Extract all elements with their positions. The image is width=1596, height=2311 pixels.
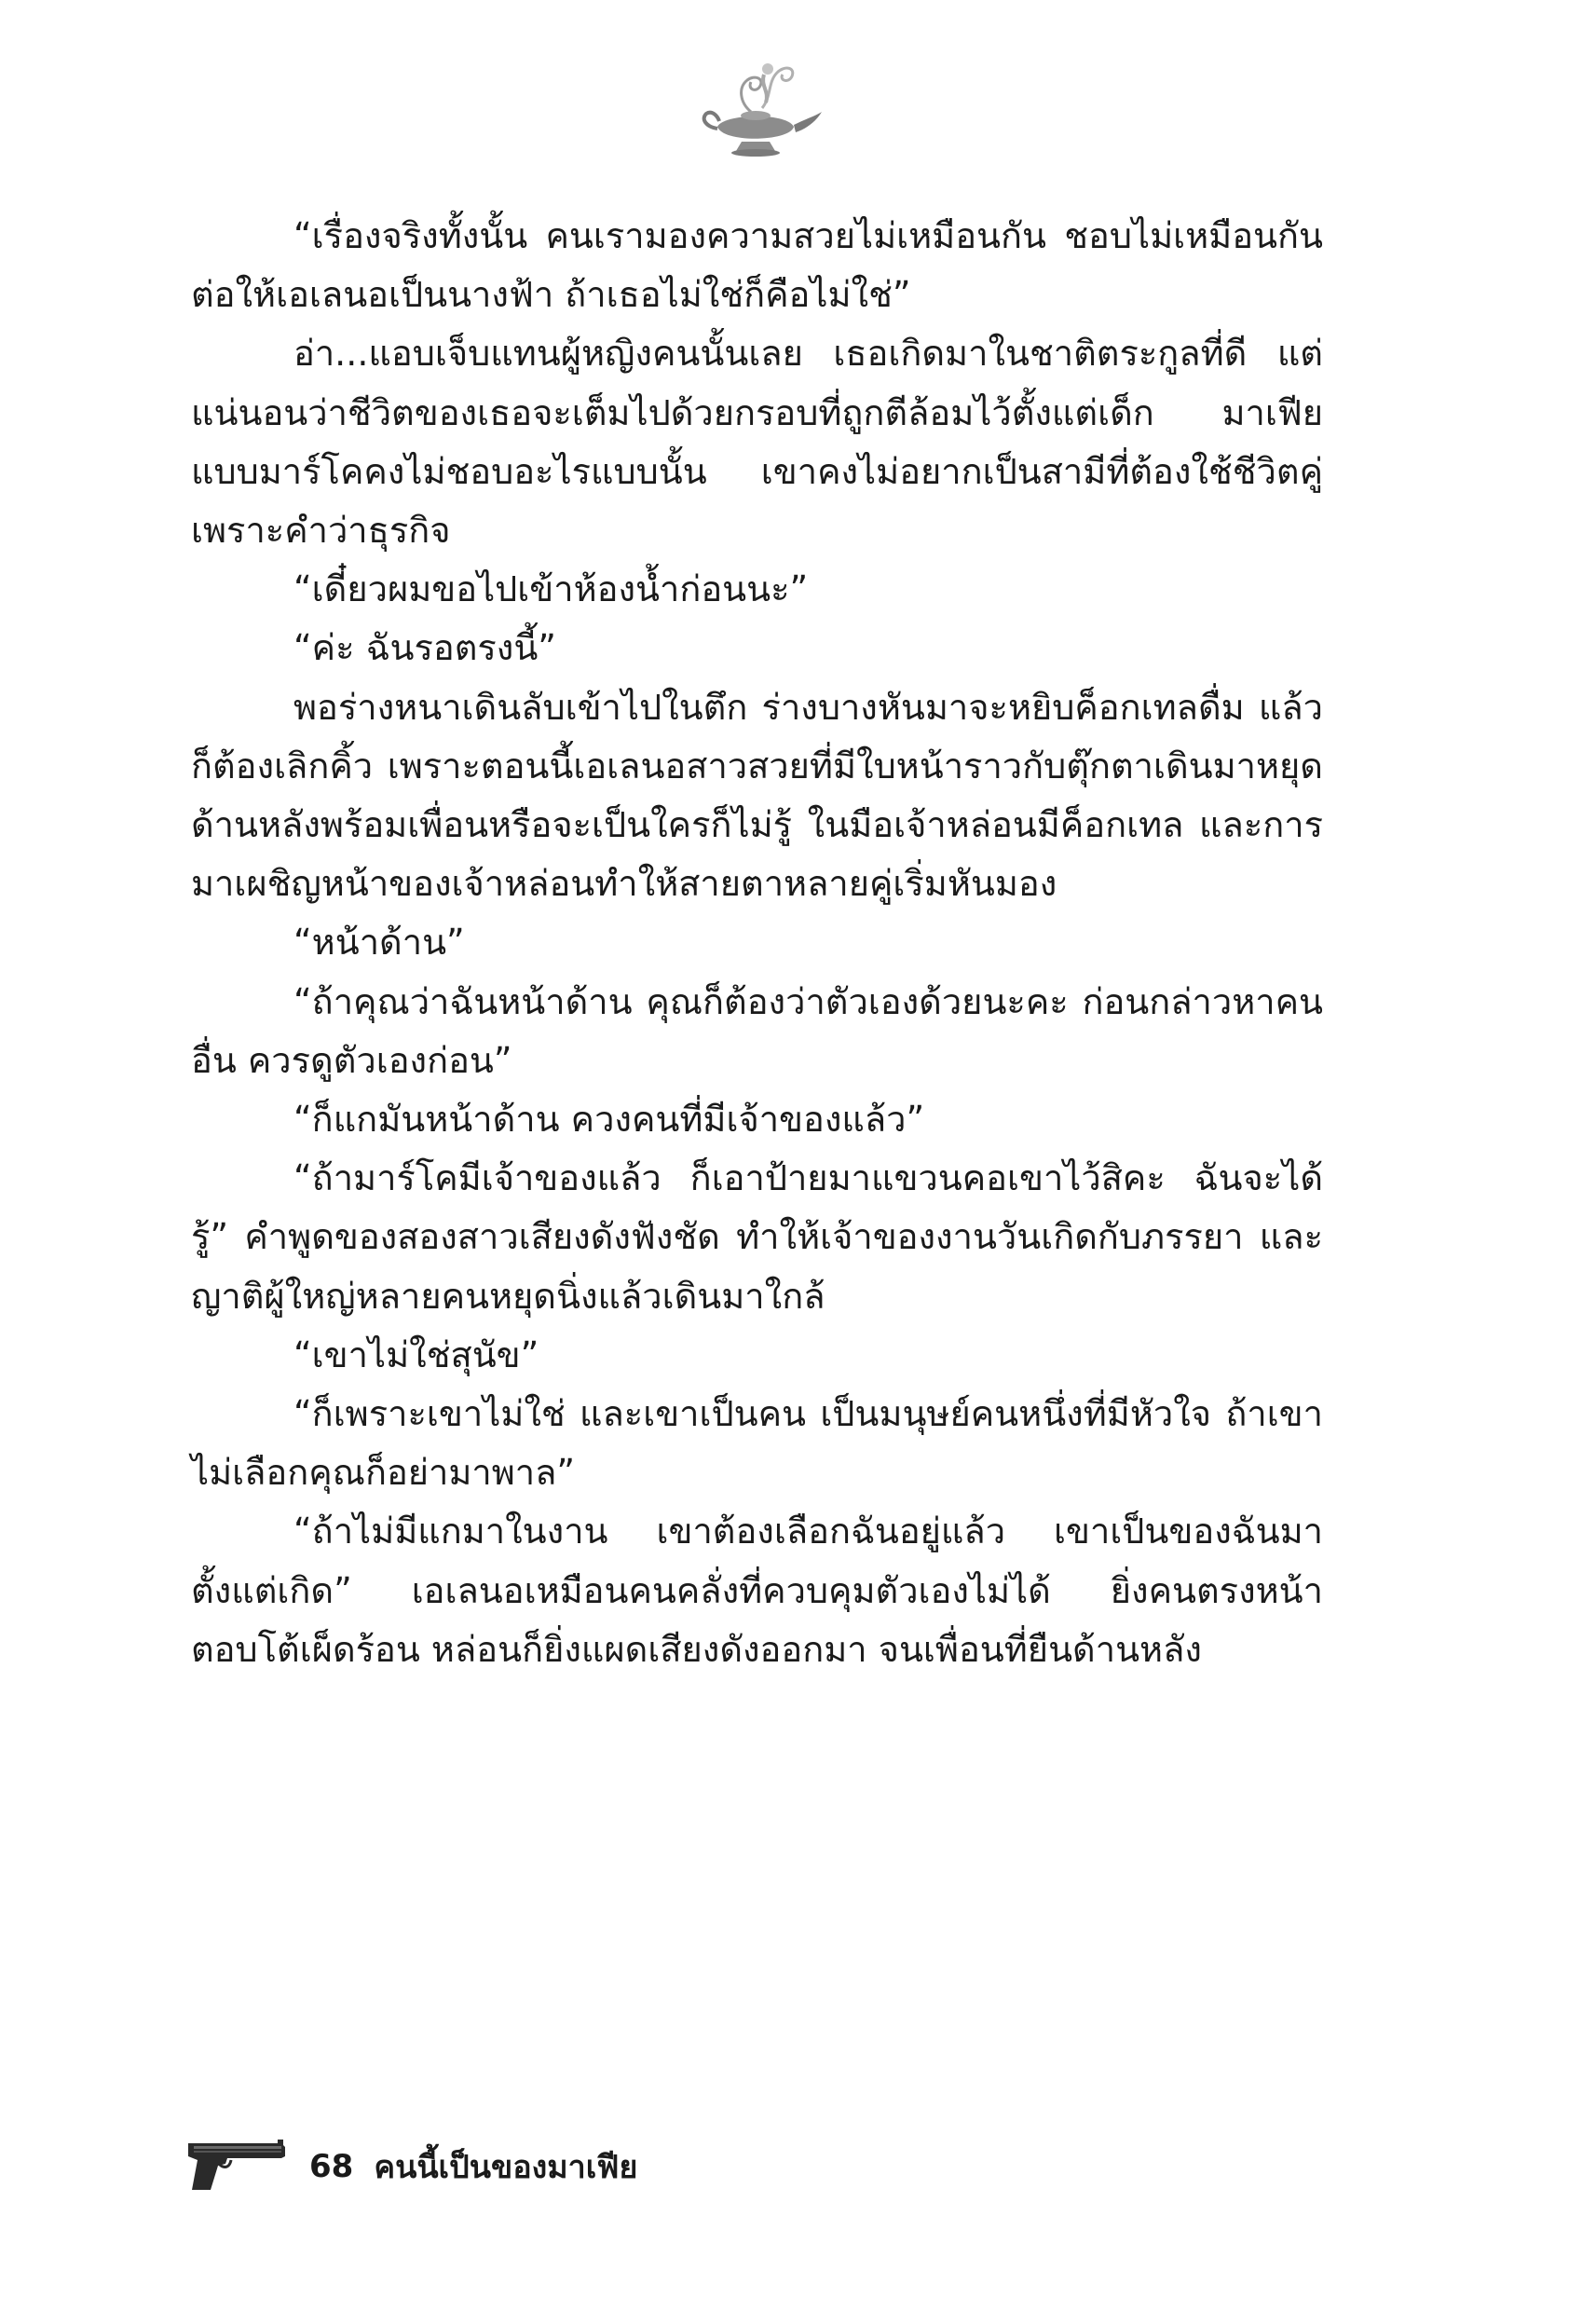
paragraph: “ถ้าไม่มีแกมาในงาน เขาต้องเลือกฉันอยู่แล้ว เขาเป็นของฉันมาตั้งแต่เกิด” เอเลนอเหมือนคนคลั่งที่ควบคุมตัวเองไม่ได้ ยิ่งคนตรงหน้าตอบโต้เผ็ดร้อน หล่อนก็ยิ่งแผดเสียงดังออกมา จนเพื่อนที่ยืนด้านหลัง <box>191 1511 1323 1670</box>
paragraph: “เรื่องจริงทั้งนั้น คนเรามองความสวยไม่เหมือนกัน ชอบไม่เหมือนกัน ต่อให้เอเลนอเป็นนางฟ้า ถ้าเธอไม่ใช่ก็คือไม่ใช่” <box>191 215 1323 316</box>
paragraph: “ก็แกมันหน้าด้าน ควงคนที่มีเจ้าของแล้ว” <box>293 1099 925 1141</box>
paragraph: “หน้าด้าน” <box>293 922 465 964</box>
paragraph: พอร่างหนาเดินลับเข้าไปในตึก ร่างบางหันมาจะหยิบค็อกเทลดื่ม แล้วก็ต้องเลิกคิ้ว เพราะตอนนี้เอเลนอสาวสวยที่มีใบหน้าราวกับตุ๊กตาเดินมาหยุดด้านหลังพร้อมเพื่อนหรือจะเป็นใครก็ไม่รู้ ในมือเจ้าหล่อนมีค็อกเทล และการมาเผชิญหน้าของเจ้าหล่อนทำให้สายตาหลายคู่เริ่มหันมอง <box>191 686 1323 905</box>
paragraph: อ่า...แอบเจ็บแทนผู้หญิงคนนั้นเลย เธอเกิดมาในชาติตระกูลที่ดี แต่แน่นอนว่าชีวิตของเธอจะเต็มไปด้วยกรอบที่ถูกตีล้อมไว้ตั้งแต่เด็ก มาเฟียแบบมาร์โคคงไม่ชอบอะไรแบบนั้น เขาคงไม่อยากเป็นสามีที่ต้องใช้ชีวิตคู่เพราะคำว่าธุรกิจ <box>191 333 1323 552</box>
page-number: 68 <box>309 2148 354 2185</box>
paragraph: “ถ้าคุณว่าฉันหน้าด้าน คุณก็ต้องว่าตัวเองด้วยนะคะ ก่อนกล่าวหาคนอื่น ควรดูตัวเองก่อน” <box>191 980 1323 1081</box>
genie-lamp-icon <box>686 54 825 166</box>
paragraph: “ถ้ามาร์โคมีเจ้าของแล้ว ก็เอาป้ายมาแขวนคอเขาไว้สิคะ ฉันจะได้รู้” คำพูดของสองสาวเสียงดังฟังชัด ทำให้เจ้าของงานวันเกิดกับภรรยา และญาติผู้ใหญ่หลายคนหยุดนิ่งแล้วเดินมาใกล้ <box>191 1157 1323 1317</box>
page-footer <box>184 2134 637 2199</box>
pistol-icon <box>184 2138 289 2195</box>
text-body <box>191 207 1323 1679</box>
paragraph: “เขาไม่ใช่สุนัข” <box>293 1333 539 1375</box>
paragraph: “ก็เพราะเขาไม่ใช่ และเขาเป็นคน เป็นมนุษย์คนหนึ่งที่มีหัวใจ ถ้าเขาไม่เลือกคุณก็อย่ามาพาล” <box>191 1393 1323 1494</box>
paragraph: “ค่ะ ฉันรอตรงนี้” <box>293 627 556 669</box>
paragraph: “เดี๋ยวผมขอไปเข้าห้องน้ำก่อนนะ” <box>293 568 809 610</box>
book-title: คนนี้เป็นของมาเฟีย <box>374 2149 638 2186</box>
